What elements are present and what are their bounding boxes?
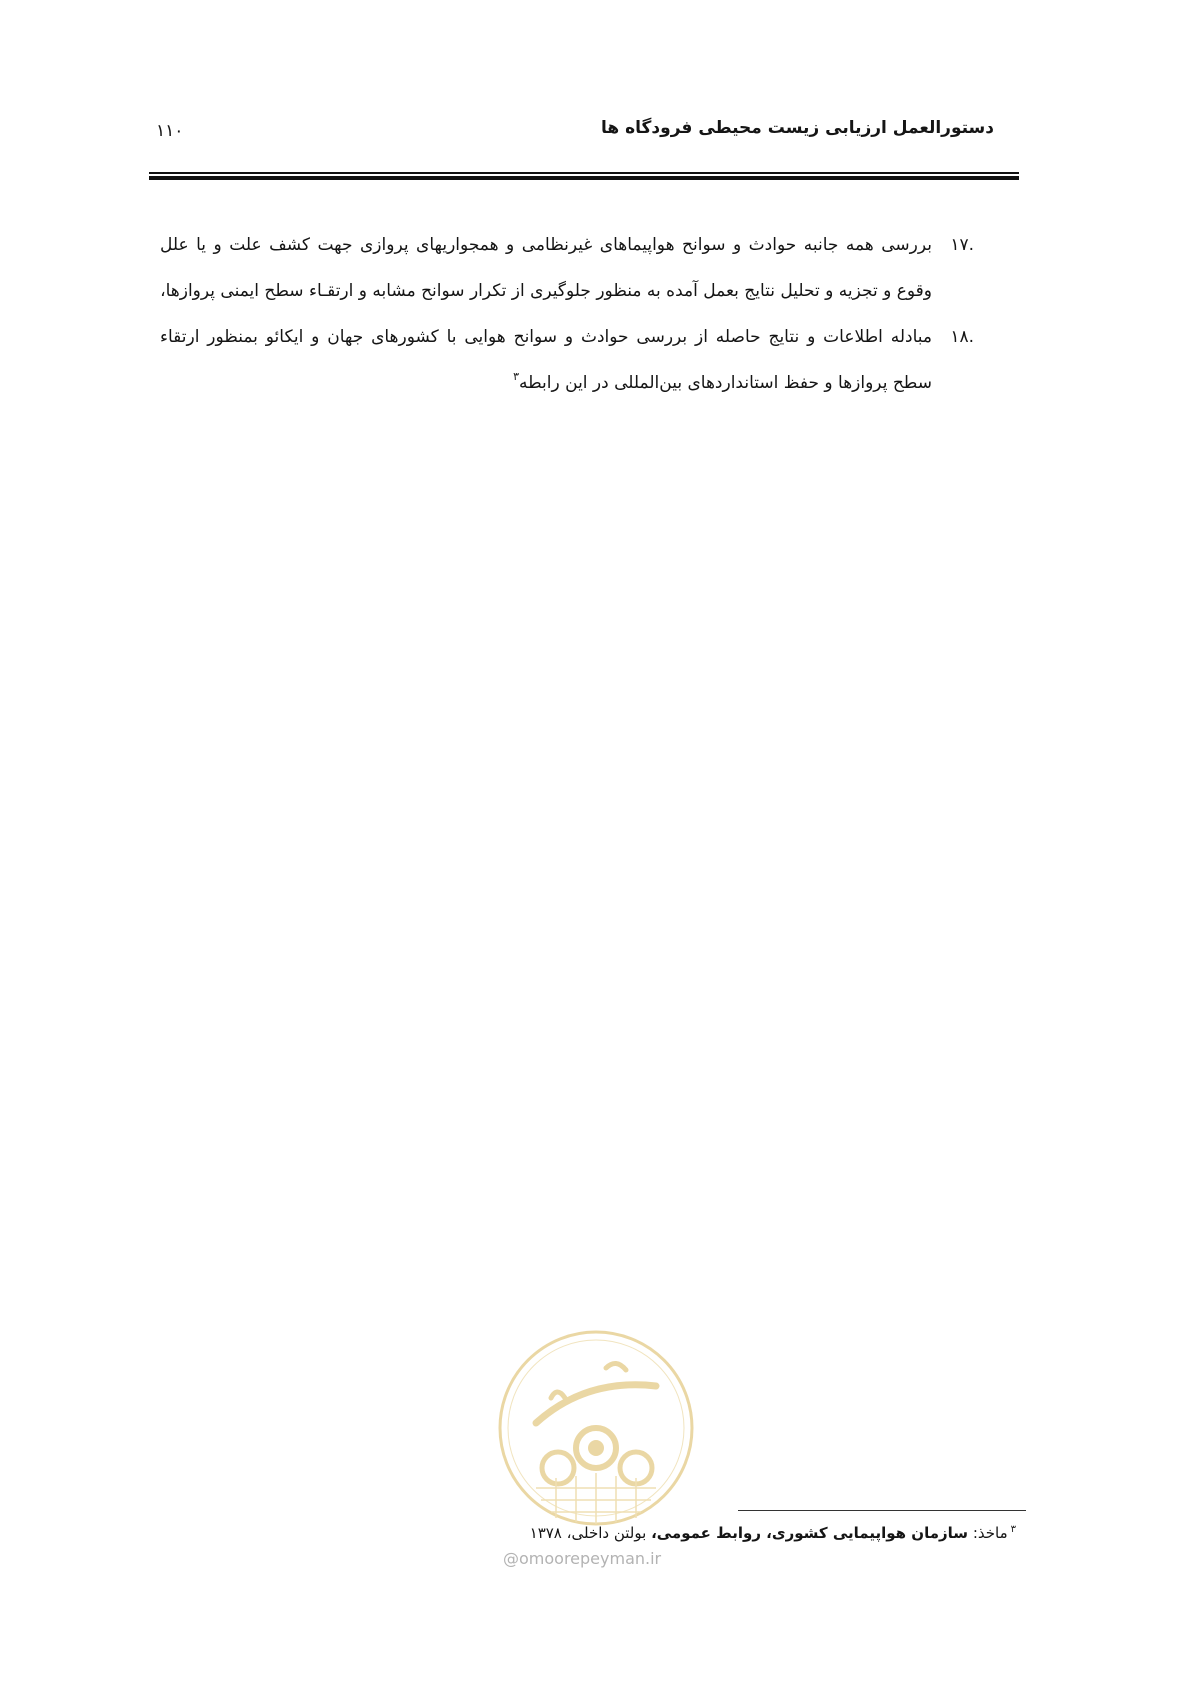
footnote-detail: بولتن داخلی، ۱۳۷۸ bbox=[529, 1524, 647, 1542]
header-rule-thick bbox=[149, 176, 1019, 180]
footnote bbox=[530, 1524, 1016, 1542]
body-text bbox=[160, 222, 974, 406]
watermark-caption: @omoorepeyman.ir bbox=[503, 1549, 662, 1568]
page-number: ۱۱۰ bbox=[156, 121, 184, 141]
footnote-rule bbox=[738, 1510, 1026, 1511]
header-rule-thin bbox=[149, 172, 1019, 174]
running-header-title: دستورالعمل ارزیابی زیست محیطی فرودگاه ها bbox=[601, 118, 994, 138]
list-item-number: .۱۸ bbox=[950, 327, 974, 347]
watermark-logo bbox=[496, 1328, 696, 1528]
footnote-reference: ۳ bbox=[513, 370, 519, 383]
footnote-marker: ۳ bbox=[1010, 1524, 1016, 1535]
list-item-text: بررسی همه جانبه حوادث و سوانح هواپیماهای غیرنظامی و همجواریهای پروازی جهت کشف علت و یا علل وقوع و تجزیه و تحلیل نتایج بعمل آمده به منظور جلوگیری از تکرار سوانح مشابه و ارتقـاء سطح ایمنی پروازها، bbox=[160, 235, 932, 301]
list-item-text: مبادله اطلاعات و نتایج حاصله از بررسی حوادث و سوانح هوایی با کشورهای جهان و ایکائو بمنظور ارتقاء سطح پروازها و حفظ استانداردهای بین‌المللی در این رابطه bbox=[160, 327, 932, 393]
footnote-label: ماخذ: bbox=[972, 1524, 1008, 1542]
list-item-number: .۱۷ bbox=[950, 235, 974, 255]
list-item bbox=[160, 314, 974, 406]
footnote-source: سازمان هواپیمایی کشوری، روابط عمومی، bbox=[651, 1524, 969, 1542]
list-item bbox=[160, 222, 974, 314]
